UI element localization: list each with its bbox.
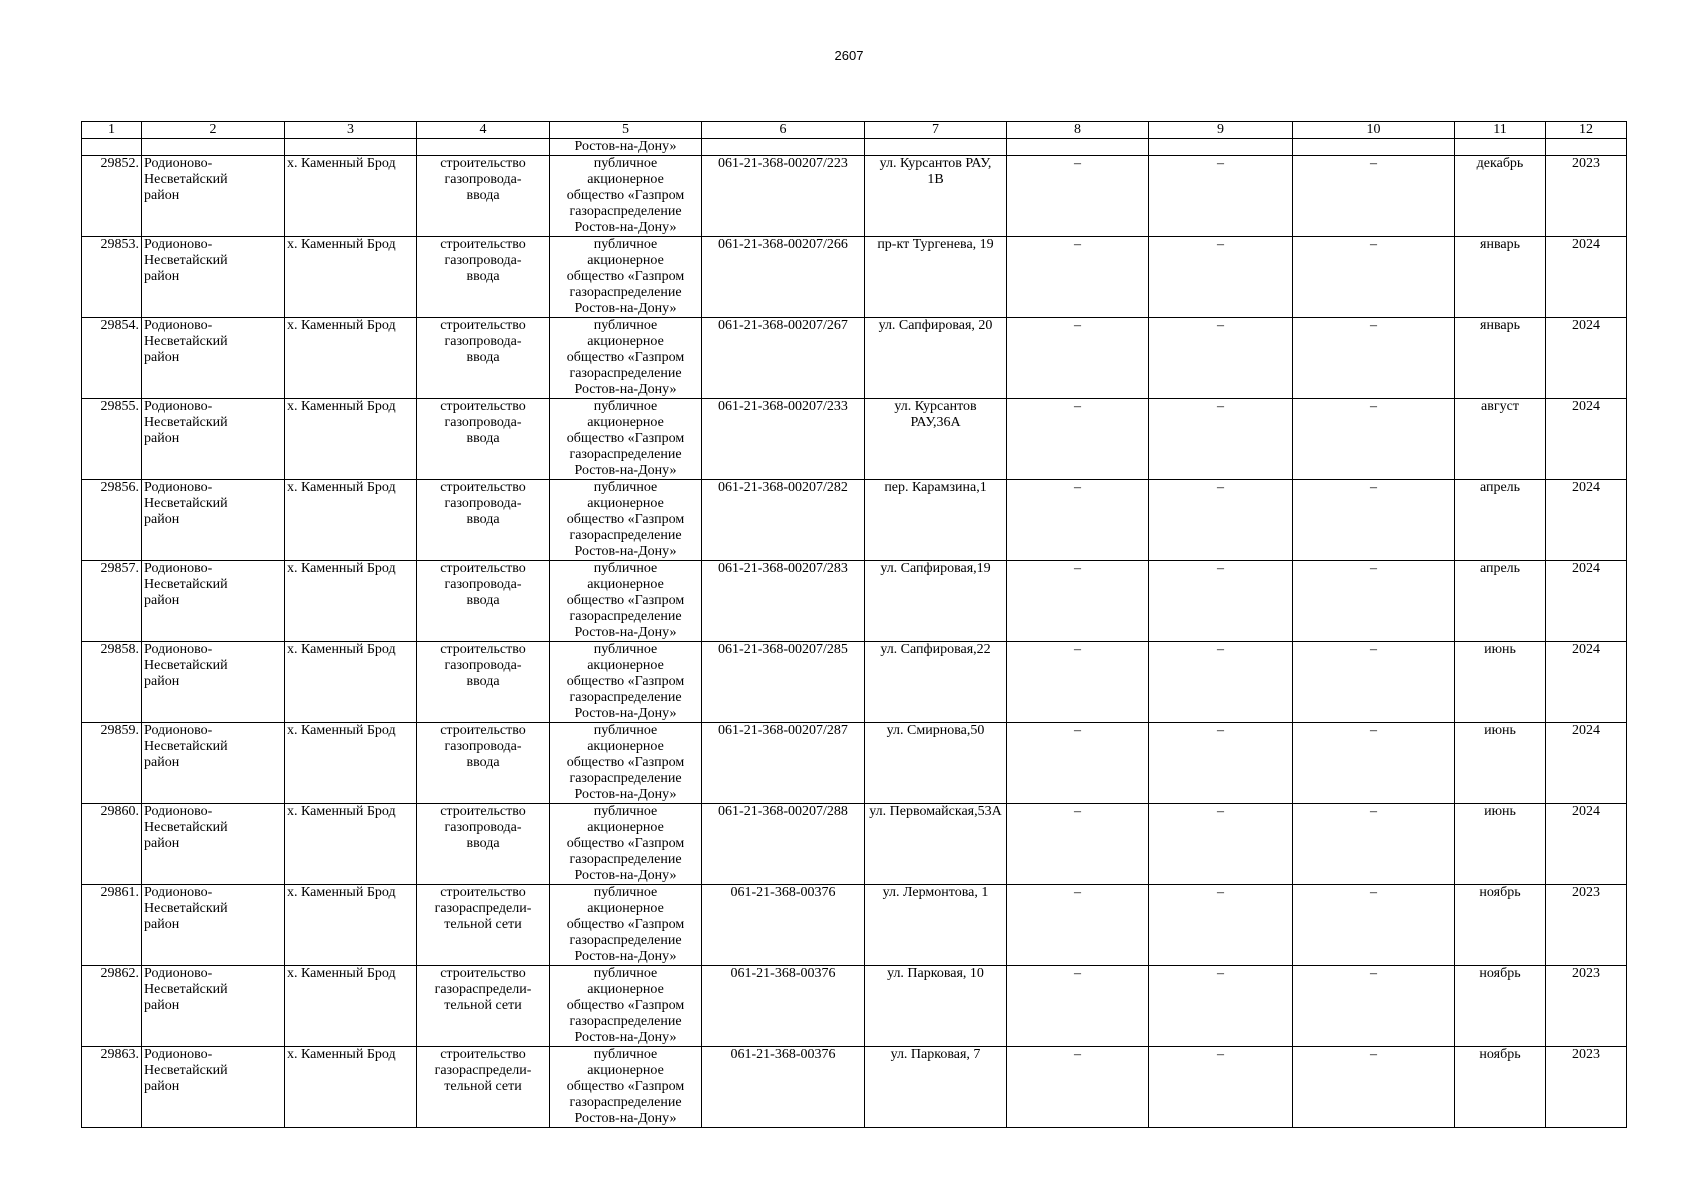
column-10-cell: – bbox=[1293, 318, 1455, 399]
address-cell: ул. Сапфировая,19 bbox=[865, 561, 1007, 642]
column-10-cell: – bbox=[1293, 1047, 1455, 1128]
address-cell: ул. Смирнова,50 bbox=[865, 723, 1007, 804]
month-cell: апрель bbox=[1455, 561, 1546, 642]
organization-cell: публичное акционерное общество «Газпром газораспределение Ростов-на-Дону» bbox=[550, 480, 702, 561]
code-cell: 061-21-368-00376 bbox=[702, 1047, 865, 1128]
column-10-cell: – bbox=[1293, 399, 1455, 480]
column-header: 8 bbox=[1007, 122, 1149, 139]
month-cell: ноябрь bbox=[1455, 1047, 1546, 1128]
settlement-cell: х. Каменный Брод bbox=[285, 1047, 417, 1128]
code-cell: 061-21-368-00376 bbox=[702, 885, 865, 966]
district-cell: Родионово- Несветайский район bbox=[142, 561, 285, 642]
column-8-cell: – bbox=[1007, 561, 1149, 642]
column-9-cell: – bbox=[1149, 156, 1293, 237]
table-row bbox=[82, 561, 1627, 642]
code-cell: 061-21-368-00207/283 bbox=[702, 561, 865, 642]
row-number: 29854. bbox=[82, 318, 142, 399]
year-cell: 2024 bbox=[1546, 237, 1627, 318]
column-header: 2 bbox=[142, 122, 285, 139]
column-10-cell: – bbox=[1293, 480, 1455, 561]
address-cell: ул. Парковая, 7 bbox=[865, 1047, 1007, 1128]
column-9-cell: – bbox=[1149, 237, 1293, 318]
settlement-cell: х. Каменный Брод bbox=[285, 480, 417, 561]
year-cell: 2024 bbox=[1546, 804, 1627, 885]
work-type-cell: строительство газопровода- ввода bbox=[417, 723, 550, 804]
settlement-cell: х. Каменный Брод bbox=[285, 642, 417, 723]
column-header: 12 bbox=[1546, 122, 1627, 139]
column-9-cell: – bbox=[1149, 642, 1293, 723]
organization-cell: публичное акционерное общество «Газпром газораспределение Ростов-на-Дону» bbox=[550, 156, 702, 237]
month-cell: июнь bbox=[1455, 723, 1546, 804]
table-row bbox=[82, 156, 1627, 237]
month-cell: июнь bbox=[1455, 804, 1546, 885]
settlement-cell: х. Каменный Брод bbox=[285, 237, 417, 318]
column-header: 7 bbox=[865, 122, 1007, 139]
column-header: 10 bbox=[1293, 122, 1455, 139]
code-cell: 061-21-368-00207/233 bbox=[702, 399, 865, 480]
month-cell: август bbox=[1455, 399, 1546, 480]
year-cell: 2024 bbox=[1546, 480, 1627, 561]
address-cell: ул. Курсантов РАУ,36А bbox=[865, 399, 1007, 480]
table-row bbox=[82, 237, 1627, 318]
work-type-cell: строительство газопровода- ввода bbox=[417, 642, 550, 723]
row-number: 29856. bbox=[82, 480, 142, 561]
work-type-cell: строительство газопровода- ввода bbox=[417, 237, 550, 318]
row-number: 29863. bbox=[82, 1047, 142, 1128]
row-number: 29862. bbox=[82, 966, 142, 1047]
organization-cell: публичное акционерное общество «Газпром газораспределение Ростов-на-Дону» bbox=[550, 642, 702, 723]
address-cell: ул. Курсантов РАУ, 1В bbox=[865, 156, 1007, 237]
column-header: 1 bbox=[82, 122, 142, 139]
settlement-cell: х. Каменный Брод bbox=[285, 885, 417, 966]
code-cell: 061-21-368-00376 bbox=[702, 966, 865, 1047]
district-cell: Родионово- Несветайский район bbox=[142, 804, 285, 885]
work-type-cell: строительство газопровода- ввода bbox=[417, 480, 550, 561]
column-header: 11 bbox=[1455, 122, 1546, 139]
column-10-cell: – bbox=[1293, 237, 1455, 318]
district-cell: Родионово- Несветайский район bbox=[142, 966, 285, 1047]
column-header: 6 bbox=[702, 122, 865, 139]
table-row bbox=[82, 399, 1627, 480]
column-9-cell: – bbox=[1149, 804, 1293, 885]
column-9-cell: – bbox=[1149, 480, 1293, 561]
work-type-cell: строительство газопровода- ввода bbox=[417, 561, 550, 642]
year-cell: 2024 bbox=[1546, 642, 1627, 723]
work-type-cell: строительство газопровода- ввода bbox=[417, 156, 550, 237]
column-8-cell: – bbox=[1007, 966, 1149, 1047]
address-cell: ул. Сапфировая,22 bbox=[865, 642, 1007, 723]
table-row bbox=[82, 1047, 1627, 1128]
month-cell: ноябрь bbox=[1455, 885, 1546, 966]
settlement-cell: х. Каменный Брод bbox=[285, 399, 417, 480]
code-cell: 061-21-368-00207/267 bbox=[702, 318, 865, 399]
district-cell: Родионово- Несветайский район bbox=[142, 318, 285, 399]
year-cell: 2024 bbox=[1546, 318, 1627, 399]
code-cell: 061-21-368-00207/223 bbox=[702, 156, 865, 237]
work-type-cell: строительство газопровода- ввода bbox=[417, 804, 550, 885]
column-9-cell: – bbox=[1149, 885, 1293, 966]
organization-cell: публичное акционерное общество «Газпром газораспределение Ростов-на-Дону» bbox=[550, 804, 702, 885]
column-10-cell: – bbox=[1293, 561, 1455, 642]
column-header: 9 bbox=[1149, 122, 1293, 139]
month-cell: июнь bbox=[1455, 642, 1546, 723]
column-8-cell: – bbox=[1007, 642, 1149, 723]
organization-cell: публичное акционерное общество «Газпром газораспределение Ростов-на-Дону» bbox=[550, 318, 702, 399]
district-cell: Родионово- Несветайский район bbox=[142, 642, 285, 723]
code-cell: 061-21-368-00207/288 bbox=[702, 804, 865, 885]
header-row bbox=[82, 122, 1627, 139]
organization-cell: публичное акционерное общество «Газпром газораспределение Ростов-на-Дону» bbox=[550, 966, 702, 1047]
column-header: 5 bbox=[550, 122, 702, 139]
address-cell: пр-кт Тургенева, 19 bbox=[865, 237, 1007, 318]
organization-cell: публичное акционерное общество «Газпром газораспределение Ростов-на-Дону» bbox=[550, 885, 702, 966]
column-8-cell: – bbox=[1007, 480, 1149, 561]
column-10-cell: – bbox=[1293, 885, 1455, 966]
year-cell: 2023 bbox=[1546, 156, 1627, 237]
column-header: 3 bbox=[285, 122, 417, 139]
district-cell: Родионово- Несветайский район bbox=[142, 237, 285, 318]
row-number: 29860. bbox=[82, 804, 142, 885]
code-cell: 061-21-368-00207/266 bbox=[702, 237, 865, 318]
month-cell: декабрь bbox=[1455, 156, 1546, 237]
page-number: 2607 bbox=[834, 48, 864, 63]
table-row bbox=[82, 966, 1627, 1047]
address-cell: ул. Сапфировая, 20 bbox=[865, 318, 1007, 399]
organization-cell: публичное акционерное общество «Газпром газораспределение Ростов-на-Дону» bbox=[550, 1047, 702, 1128]
column-10-cell: – bbox=[1293, 156, 1455, 237]
month-cell: январь bbox=[1455, 318, 1546, 399]
year-cell: 2024 bbox=[1546, 723, 1627, 804]
work-type-cell: строительство газораспредели- тельной сети bbox=[417, 1047, 550, 1128]
column-8-cell: – bbox=[1007, 156, 1149, 237]
table-row bbox=[82, 318, 1627, 399]
row-number: 29852. bbox=[82, 156, 142, 237]
district-cell: Родионово- Несветайский район bbox=[142, 1047, 285, 1128]
year-cell: 2024 bbox=[1546, 399, 1627, 480]
table-row bbox=[82, 804, 1627, 885]
column-8-cell: – bbox=[1007, 1047, 1149, 1128]
work-type-cell: строительство газопровода- ввода bbox=[417, 318, 550, 399]
row-number: 29858. bbox=[82, 642, 142, 723]
column-9-cell: – bbox=[1149, 723, 1293, 804]
table-row bbox=[82, 642, 1627, 723]
work-type-cell: строительство газопровода- ввода bbox=[417, 399, 550, 480]
column-9-cell: – bbox=[1149, 399, 1293, 480]
address-cell: пер. Карамзина,1 bbox=[865, 480, 1007, 561]
year-cell: 2023 bbox=[1546, 966, 1627, 1047]
code-cell: 061-21-368-00207/287 bbox=[702, 723, 865, 804]
settlement-cell: х. Каменный Брод bbox=[285, 156, 417, 237]
column-10-cell: – bbox=[1293, 642, 1455, 723]
row-number: 29857. bbox=[82, 561, 142, 642]
district-cell: Родионово- Несветайский район bbox=[142, 399, 285, 480]
column-9-cell: – bbox=[1149, 966, 1293, 1047]
settlement-cell: х. Каменный Брод bbox=[285, 318, 417, 399]
organization-cell: публичное акционерное общество «Газпром газораспределение Ростов-на-Дону» bbox=[550, 399, 702, 480]
registry-table bbox=[81, 121, 1627, 1128]
month-cell: январь bbox=[1455, 237, 1546, 318]
district-cell: Родионово- Несветайский район bbox=[142, 156, 285, 237]
organization-cell: публичное акционерное общество «Газпром газораспределение Ростов-на-Дону» bbox=[550, 561, 702, 642]
work-type-cell: строительство газораспредели- тельной сети bbox=[417, 966, 550, 1047]
continuation-row bbox=[82, 139, 1627, 156]
year-cell: 2023 bbox=[1546, 1047, 1627, 1128]
column-10-cell: – bbox=[1293, 804, 1455, 885]
table-row bbox=[82, 723, 1627, 804]
table-row bbox=[82, 480, 1627, 561]
year-cell: 2024 bbox=[1546, 561, 1627, 642]
settlement-cell: х. Каменный Брод bbox=[285, 966, 417, 1047]
address-cell: ул. Первомайская,53А bbox=[865, 804, 1007, 885]
column-8-cell: – bbox=[1007, 399, 1149, 480]
settlement-cell: х. Каменный Брод bbox=[285, 804, 417, 885]
table-row bbox=[82, 885, 1627, 966]
settlement-cell: х. Каменный Брод bbox=[285, 723, 417, 804]
district-cell: Родионово- Несветайский район bbox=[142, 885, 285, 966]
column-9-cell: – bbox=[1149, 318, 1293, 399]
code-cell: 061-21-368-00207/285 bbox=[702, 642, 865, 723]
column-10-cell: – bbox=[1293, 723, 1455, 804]
district-cell: Родионово- Несветайский район bbox=[142, 723, 285, 804]
row-number: 29859. bbox=[82, 723, 142, 804]
column-8-cell: – bbox=[1007, 318, 1149, 399]
row-number: 29855. bbox=[82, 399, 142, 480]
column-8-cell: – bbox=[1007, 237, 1149, 318]
organization-cell: публичное акционерное общество «Газпром газораспределение Ростов-на-Дону» bbox=[550, 237, 702, 318]
address-cell: ул. Парковая, 10 bbox=[865, 966, 1007, 1047]
continuation-cell: Ростов-на-Дону» bbox=[550, 139, 702, 156]
row-number: 29853. bbox=[82, 237, 142, 318]
column-10-cell: – bbox=[1293, 966, 1455, 1047]
column-8-cell: – bbox=[1007, 885, 1149, 966]
column-8-cell: – bbox=[1007, 723, 1149, 804]
organization-cell: публичное акционерное общество «Газпром газораспределение Ростов-на-Дону» bbox=[550, 723, 702, 804]
month-cell: апрель bbox=[1455, 480, 1546, 561]
district-cell: Родионово- Несветайский район bbox=[142, 480, 285, 561]
code-cell: 061-21-368-00207/282 bbox=[702, 480, 865, 561]
column-header: 4 bbox=[417, 122, 550, 139]
column-9-cell: – bbox=[1149, 561, 1293, 642]
address-cell: ул. Лермонтова, 1 bbox=[865, 885, 1007, 966]
year-cell: 2023 bbox=[1546, 885, 1627, 966]
month-cell: ноябрь bbox=[1455, 966, 1546, 1047]
work-type-cell: строительство газораспредели- тельной сети bbox=[417, 885, 550, 966]
row-number: 29861. bbox=[82, 885, 142, 966]
column-9-cell: – bbox=[1149, 1047, 1293, 1128]
column-8-cell: – bbox=[1007, 804, 1149, 885]
settlement-cell: х. Каменный Брод bbox=[285, 561, 417, 642]
